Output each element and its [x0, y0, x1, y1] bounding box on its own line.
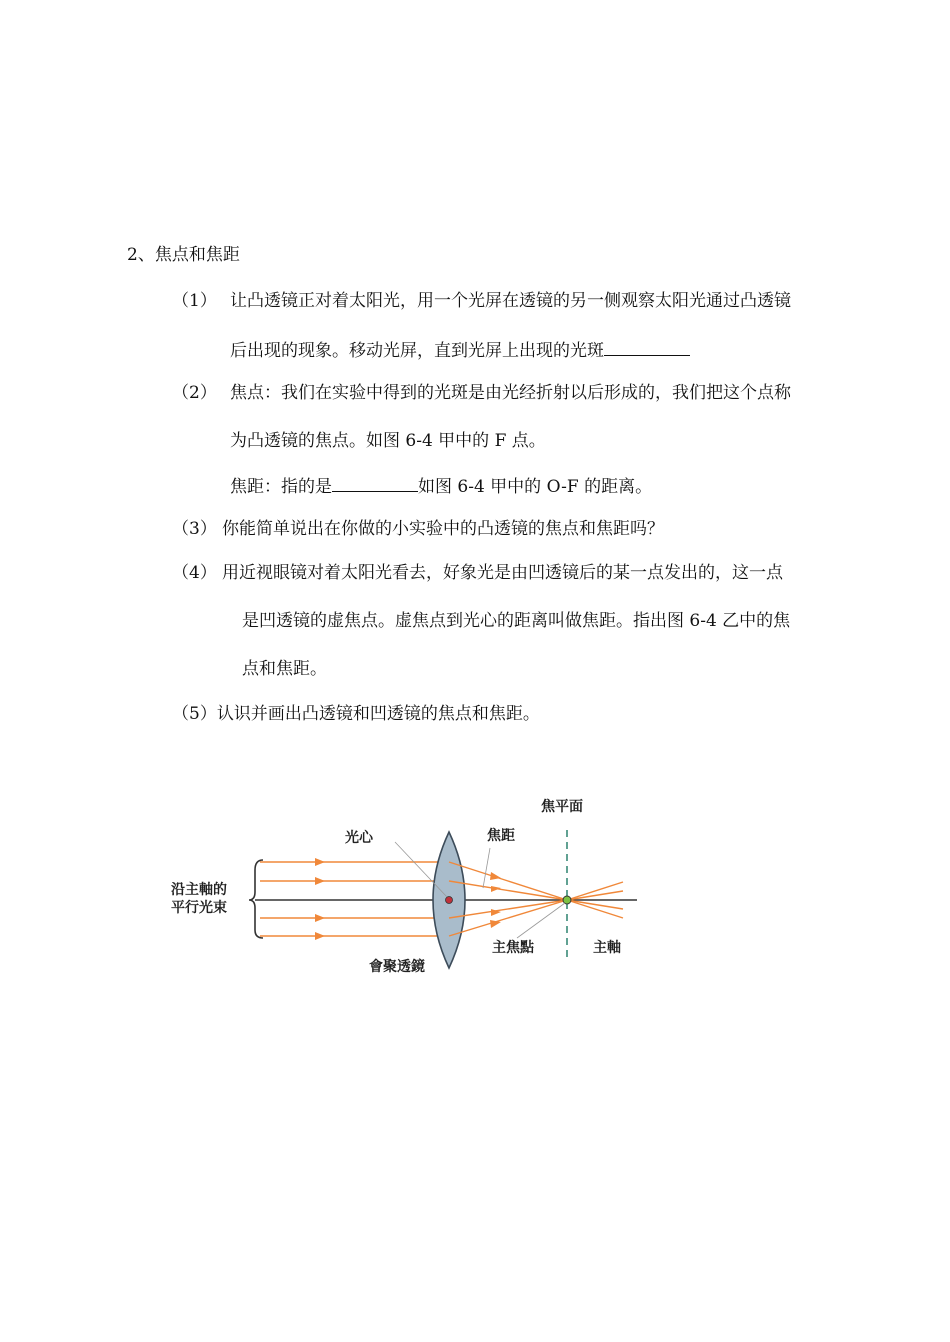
leader-lines: [395, 842, 565, 938]
item-3-line-1: （3） 你能简单说出在你做的小实验中的凸透镜的焦点和焦距吗？: [172, 519, 664, 539]
item-4-line-1: （4） 用近视眼镜对着太阳光看去，好象光是由凹透镜后的某一点发出的，这一点: [172, 563, 783, 583]
optical-center-label: 光心: [345, 830, 373, 846]
item-number: （1）: [172, 291, 217, 311]
focal-length-label: 焦距: [487, 828, 515, 844]
item-1-line-2: 后出现的现象。移动光屏，直到光屏上出现的光斑: [230, 337, 690, 363]
item-number: （5）: [172, 704, 217, 724]
item-2-line-2: 为凸透镜的焦点。如图 6-4 甲中的 F 点。: [230, 431, 546, 451]
optical-center-point: [446, 897, 453, 904]
item-2-line-1: （2） 焦点：我们在实验中得到的光斑是由光经折射以后形成的，我们把这个点称: [172, 383, 791, 403]
item-1-line-1: （1） 让凸透镜正对着太阳光，用一个光屏在透镜的另一侧观察太阳光通过凸透镜: [172, 291, 791, 311]
item-5-line-1: （5）认识并画出凸透镜和凹透镜的焦点和焦距。: [172, 704, 540, 724]
answer-blank[interactable]: [332, 473, 418, 492]
answer-blank[interactable]: [604, 337, 690, 356]
item-number: （2）: [172, 383, 217, 403]
principal-focus-label: 主焦點: [492, 940, 534, 956]
item-4-line-3: 点和焦距。: [242, 659, 327, 679]
item-number: （4）: [172, 563, 217, 583]
parallel-beam-label-line-2: 平行光束: [171, 900, 227, 916]
refracted-rays: [449, 862, 623, 936]
section-title: 2、焦点和焦距: [127, 245, 240, 265]
converging-lens-label: 會聚透鏡: [369, 959, 425, 975]
parallel-beam-label-line-1: 沿主軸的: [171, 882, 227, 898]
item-2-line-3: 焦距：指的是 如图 6-4 甲中的 O-F 的距离。: [230, 473, 652, 499]
ray-arrows: [315, 858, 325, 940]
beam-bracket: [249, 860, 263, 938]
item-4-line-2: 是凹透镜的虚焦点。虚焦点到光心的距离叫做焦距。指出图 6-4 乙中的焦: [242, 611, 791, 631]
principal-axis-label: 主軸: [593, 940, 621, 956]
focal-plane-label: 焦平面: [541, 799, 583, 815]
principal-focus-point: [563, 896, 571, 904]
converging-lens-diagram: [165, 790, 645, 990]
item-number: （3）: [172, 519, 217, 539]
incoming-rays: [260, 862, 443, 936]
